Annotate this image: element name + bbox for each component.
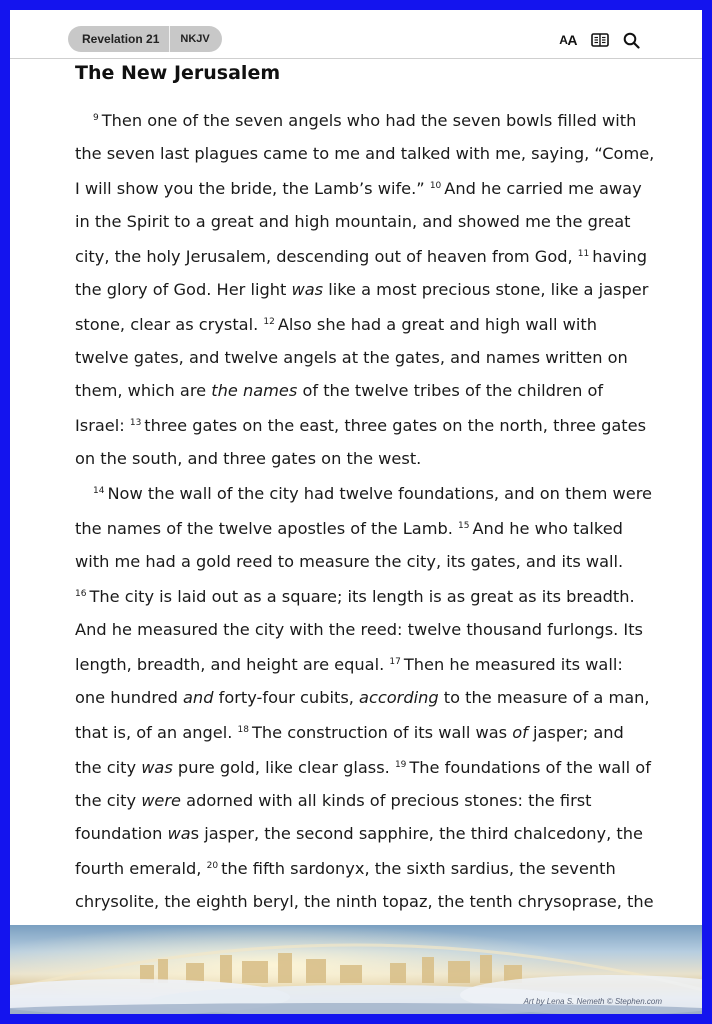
verse-text: Then one of the seven angels who had the seven bowls filled with the seven last plagues came to me and talked with me, saying, “Come, I will show you the bride, the Lamb’s wife.” [75,111,655,198]
reading-view-icon[interactable] [591,30,609,50]
verse[interactable] [75,416,646,468]
verse-text: The foundations of the wall of the city [75,758,651,810]
verse-text: jasper; and the city [75,723,624,777]
paragraph [75,102,655,475]
verse-number: 10 [429,181,442,191]
verse-text: of the twelve tribes of the children of Israel: [75,381,604,435]
verse-text: pure gold, like clear glass. [172,758,395,777]
verse-text: s jasper, the second sapphire, the third chalcedony, the fourth emerald, [75,824,643,878]
supplied-word: were [141,791,182,810]
paragraph [75,475,655,951]
verse-number: 17 [389,657,401,667]
verse-text: The city is laid out as a square; its length is as great as its breadth. And he measured the city with the reed: twelve thousand furlongs. Its length, breadth, and height are equal. [75,587,643,674]
verse-number: 12 [263,317,275,327]
heavenly-city-banner [10,925,702,1014]
chapter-text [75,102,655,951]
verse-number: 14 [93,486,105,496]
supplied-word: was [141,758,173,777]
toolbar-tools [559,30,640,50]
artist-credit: Art by Lena S. Nemeth © Stephen.com [523,997,662,1006]
verse-text: adorned with all kinds of precious stones: the first foundation [75,791,592,843]
verse-number: 15 [458,521,470,531]
book-chapter-button[interactable]: Revelation 21 [68,26,170,52]
version-button[interactable]: NKJV [180,33,210,45]
verse-number: 20 [206,861,219,871]
supplied-word: was [291,280,324,299]
reader-screen [10,10,702,1014]
verse-text: The construction of its wall was [251,723,513,742]
reference-selector [68,26,222,52]
verse-number: 19 [394,760,407,770]
chapter-content [75,60,655,951]
verse-text: Now the wall of the city had twelve foundations, and on them were the names of the twelve apostles of the Lamb. [75,484,653,538]
verse-text: And he who talked with me had a gold reed to measure the city, its gates, and its wall. [75,519,624,571]
verse-text: the fifth sardonyx, the sixth sardius, the seventh chrysolite, the eighth beryl, the ninth topaz, the tenth chrysoprase, the [75,859,654,911]
supplied-word: the names [211,381,298,400]
supplied-word: wa [167,824,191,843]
verse-text: forty-four cubits, [213,688,360,707]
supplied-word: according [359,688,439,707]
verse-text: And he carried me away in the Spirit to a great and high mountain, and showed me the great city, the holy Jerusalem, descending out of heaven from God, [75,179,642,266]
verse-number: 18 [237,725,249,735]
verse-text: three gates on the east, three gates on the north, three gates on the south, and three gates on the west. [75,416,647,468]
verse-text: having the glory of God. Her light [75,247,648,299]
verse-text: like a most precious stone, like a jasper stone, clear as crystal. [75,280,649,334]
verse-number: 9 [93,113,99,123]
font-size-icon[interactable]: A A [559,32,577,48]
verse-number: 11 [577,249,590,259]
supplied-word: of [512,723,528,742]
supplied-word: and [183,688,214,707]
verse-text: Also she had a great and high wall with twelve gates, and twelve angels at the gates, and names written on them, which are [75,315,628,400]
verse-number: 13 [129,418,142,428]
top-toolbar [10,10,702,59]
verse-text: to the measure of a man, that is, of an angel. [75,688,650,742]
verse-number: 16 [75,589,87,599]
verse-text: Then he measured its wall: one hundred [75,655,623,707]
search-icon[interactable] [623,30,640,50]
section-heading: The New Jerusalem [75,62,281,84]
